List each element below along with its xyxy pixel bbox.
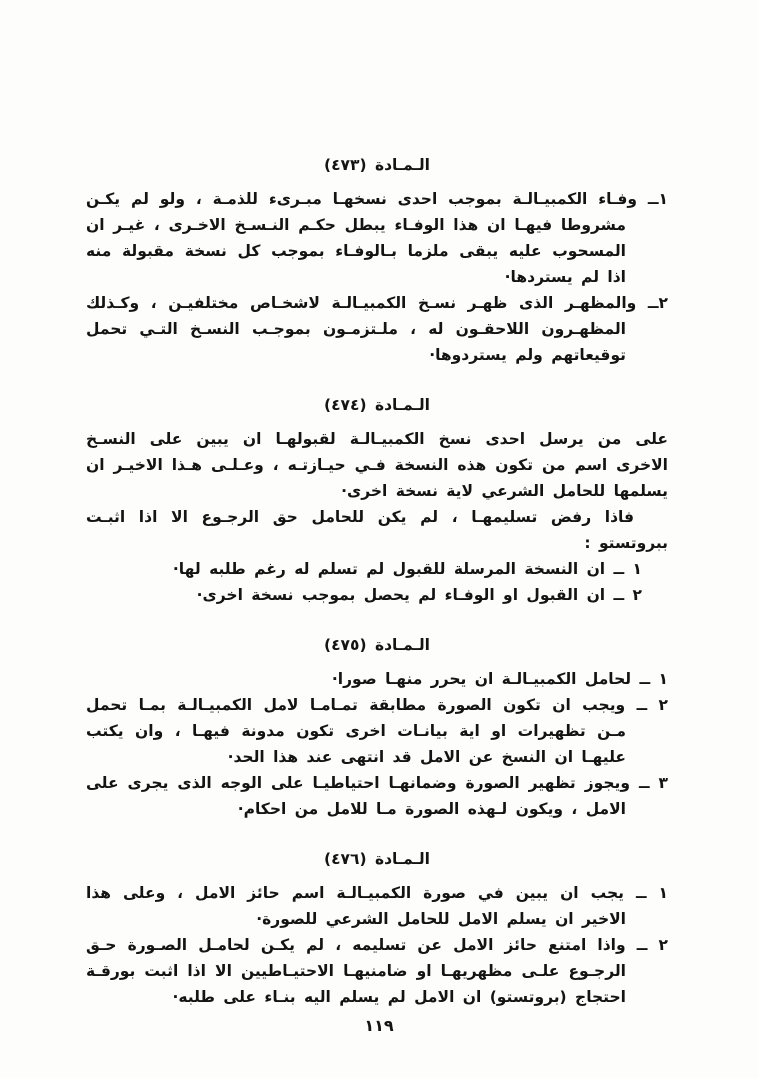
article-paragraph bbox=[86, 666, 668, 692]
list-marker: ١ ــ bbox=[639, 670, 668, 688]
document-body bbox=[86, 152, 668, 1010]
article-title: الـمـادة (٤٧٣) bbox=[323, 156, 430, 174]
page-number: ١١٩ bbox=[364, 1016, 394, 1035]
article-title: الـمـادة (٤٧٦) bbox=[323, 850, 430, 868]
paragraph-text: والمظهـر الذى ظهـر نسـخ الكمبيـالـة لاشخـاص مختلفيـن ، وكـذلك المظهـرون اللاحقـون له ، ملـتزمـون بموجـب النسـخ التـي تحمل توقيعاتهم ولم يستردوها· bbox=[86, 294, 637, 364]
paragraph-text: على من يرسل احدى نسخ الكمبيـالـة لقبولهـا ان يبين على النسـخ الاخرى اسم من تكون هذه النسخة فـي حيـازتـه ، وعـلـى هـذا الاخيـر ان يسلمها للحامل الشرعي لاية نسخة اخرى· bbox=[86, 430, 668, 500]
list-marker: ١ــ bbox=[647, 190, 668, 208]
paragraph-text: ان النسخة المرسلة للقبول لم تسلم له رغم طلبه لها· bbox=[172, 560, 606, 578]
article-paragraph bbox=[86, 186, 668, 290]
list-marker: ٢ ــ bbox=[613, 586, 642, 604]
list-marker: ٢ ــ bbox=[636, 936, 668, 954]
list-marker: ٢ ــ bbox=[636, 696, 668, 714]
list-marker: ٣ ــ bbox=[638, 774, 668, 792]
article-title: الـمـادة (٤٧٥) bbox=[323, 636, 430, 654]
paragraph-text: ويجب ان تكون الصورة مطابقة تمـامـا لامل الكمبيـالـة بمـا تحمل مـن تظهيرات او اية بيانـات اخرى تكون مدونة فيهـا ، وان يكتب عليهـا ان النسخ عن الامل قد انتهى عند هذا الحد· bbox=[86, 696, 626, 766]
article-paragraph bbox=[86, 692, 668, 770]
paragraph-text: واذا امتنع حائز الامل عن تسليمه ، لم يكـن لحامـل الصـورة حـق الرجـوع علـى مظهريهـا او ضامنيهـا الاحتيـاطيين الا اذا اثبت بورقـة احتجاج (بروتستو) ان الامل لم يسلم اليه بنـاء على طلبه· bbox=[86, 936, 626, 1006]
list-marker: ٢ــ bbox=[647, 294, 668, 312]
list-marker: ١ ــ bbox=[635, 884, 668, 902]
list-marker: ١ ــ bbox=[613, 560, 642, 578]
article-subitem bbox=[86, 582, 642, 608]
paragraph-text: لحامل الكمبيـالـة ان يحرر منهـا صورا· bbox=[331, 670, 632, 688]
paragraph-text: وفـاء الكمبيـالـة بموجب احدى نسخهـا مبـرىء للذمـة ، ولو لم يكـن مشروطا فيهـا ان هذا الوفـاء يبطل حكـم النـسـخ الاخـرى ، غيـر ان المسحوب عليه يبقى ملزما بـالوفـاء بموجب كل نسخة مقبولة منه اذا لم يستردها· bbox=[86, 190, 638, 286]
article-473 bbox=[86, 152, 668, 368]
article-paragraph bbox=[86, 426, 668, 504]
paragraph-text: يجب ان يبين في صورة الكمبيـالـة اسم حائز الامل ، وعلى هذا الاخير ان يسلم الامل للحامل الشرعي للصورة· bbox=[86, 884, 626, 928]
article-476 bbox=[86, 846, 668, 1010]
article-paragraph bbox=[86, 770, 668, 822]
article-475 bbox=[86, 632, 668, 822]
article-paragraph bbox=[86, 932, 668, 1010]
paragraph-text: فاذا رفض تسليمهـا ، لم يكن للحامل حق الرجـوع الا اذا اثبـت ببروتستو : bbox=[86, 508, 668, 552]
article-paragraph bbox=[86, 504, 668, 556]
paragraph-text: ويجوز تظهير الصورة وضمانهـا احتياطيـا على الوجه الذى يجرى على الامل ، ويكون لـهذه الصورة مـا للامل من احكام· bbox=[86, 774, 630, 818]
paragraph-text: ان القبول او الوفـاء لم يحصل بموجب نسخة اخرى· bbox=[196, 586, 606, 604]
article-paragraph bbox=[86, 290, 668, 368]
article-474 bbox=[86, 392, 668, 608]
article-subitem bbox=[86, 556, 642, 582]
article-paragraph bbox=[86, 880, 668, 932]
article-title: الـمـادة (٤٧٤) bbox=[323, 396, 430, 414]
